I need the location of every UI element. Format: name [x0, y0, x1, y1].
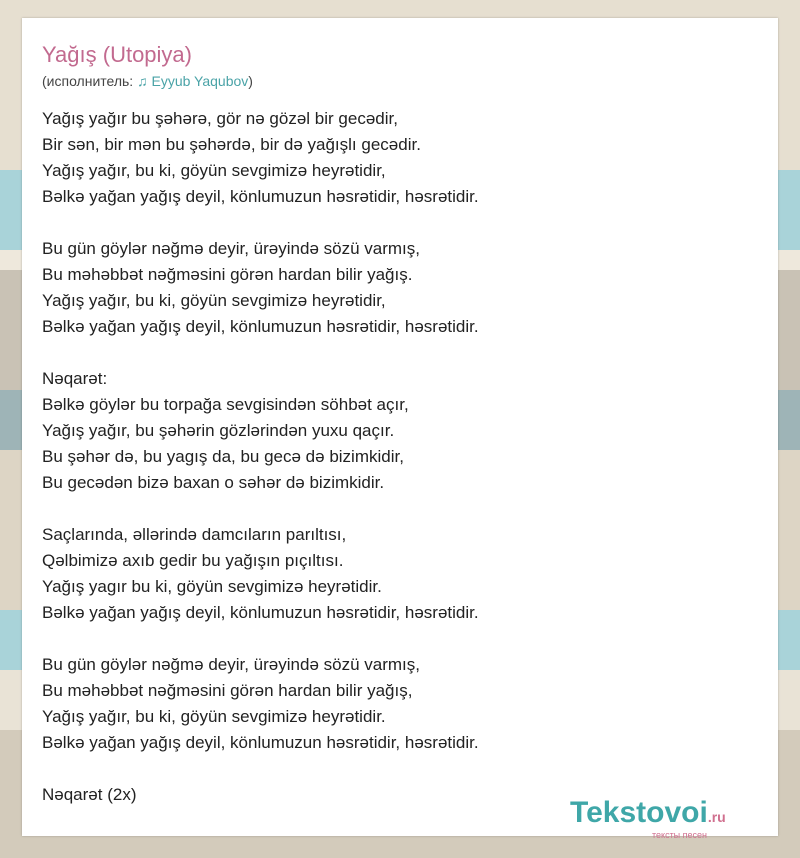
lyrics-line: Bir sən, bir mən bu şəhərdə, bir də yağışlı gecədir. — [42, 135, 421, 154]
logo-wordmark: Tekstovoi — [570, 796, 708, 829]
lyrics-line: Bu gecədən bizə baxan o səhər də bizimkidir. — [42, 473, 385, 492]
lyrics-line: Bu gün göylər nəğmə deyir, ürəyində sözü varmış, — [42, 239, 420, 258]
lyrics-line: Saçlarında, əllərində damcıların parıltısı, — [42, 525, 347, 544]
lyrics-line: Yağış yağır bu şəhərə, gör nə gözəl bir gecədir, — [42, 109, 398, 128]
artist-link[interactable]: Eyyub Yaqubov — [151, 73, 249, 89]
lyrics-line: Bu şəhər də, bu yagış da, bu gecə də bizimkidir, — [42, 447, 404, 466]
song-title: Yağış (Utopiya) — [42, 42, 192, 67]
lyrics-line: Bu gün göylər nəğmə deyir, ürəyində sözü varmış, — [42, 655, 420, 674]
lyrics-line: Yağış yağır, bu şəhərin gözlərindən yuxu qaçır. — [42, 421, 395, 440]
lyrics-line: Yağış yağır, bu ki, göyün sevgimizə heyrətidir. — [42, 707, 386, 726]
lyrics-line: Bəlkə yağan yağış deyil, könlumuzun həsrətidir, həsrətidir. — [42, 733, 479, 752]
lyrics-line: Yağış yağır, bu ki, göyün sevgimizə heyrətidir, — [42, 291, 386, 310]
logo-tld: .ru — [707, 809, 726, 825]
lyrics-line: Qəlbimizə axıb gedir bu yağışın pıçıltısı. — [42, 551, 344, 570]
lyrics-line: Bu məhəbbət nəğməsini görən hardan bilir yağış. — [42, 265, 413, 284]
artist-suffix: ) — [248, 73, 253, 89]
chorus-label: Nəqarət: — [42, 369, 108, 388]
chorus-stanza — [42, 366, 742, 496]
lyrics-text — [42, 106, 742, 808]
lyrics-line: Bəlkə yağan yağış deyil, könlumuzun həsrətidir, həsrətidir. — [42, 317, 479, 336]
lyrics-line: Bəlkə yağan yağış deyil, könlumuzun həsrətidir, həsrətidir. — [42, 603, 479, 622]
artist-line — [42, 74, 253, 88]
lyrics-line: Bəlkə göylər bu torpağa sevgisindən söhbət açır, — [42, 395, 409, 414]
lyrics-line: Yağış yagır bu ki, göyün sevgimizə heyrətidir. — [42, 577, 382, 596]
lyrics-stanza — [42, 652, 742, 756]
chorus-repeat-label: Nəqarət (2x) — [42, 785, 137, 804]
lyrics-line: Yağış yağır, bu ki, göyün sevgimizə heyrətidir, — [42, 161, 386, 180]
site-logo[interactable] — [570, 796, 726, 840]
lyrics-line: Bu məhəbbət nəğməsini görən hardan bilir yağış, — [42, 681, 413, 700]
music-note-icon: ♫ — [137, 73, 148, 89]
lyrics-stanza — [42, 236, 742, 340]
lyrics-line: Bəlkə yağan yağış deyil, könlumuzun həsrətidir, həsrətidir. — [42, 187, 479, 206]
lyrics-card — [22, 18, 778, 840]
lyrics-stanza — [42, 106, 742, 210]
artist-prefix: (исполнитель: — [42, 73, 138, 89]
lyrics-stanza — [42, 522, 742, 626]
logo-subtitle: тексты песен — [652, 830, 708, 840]
